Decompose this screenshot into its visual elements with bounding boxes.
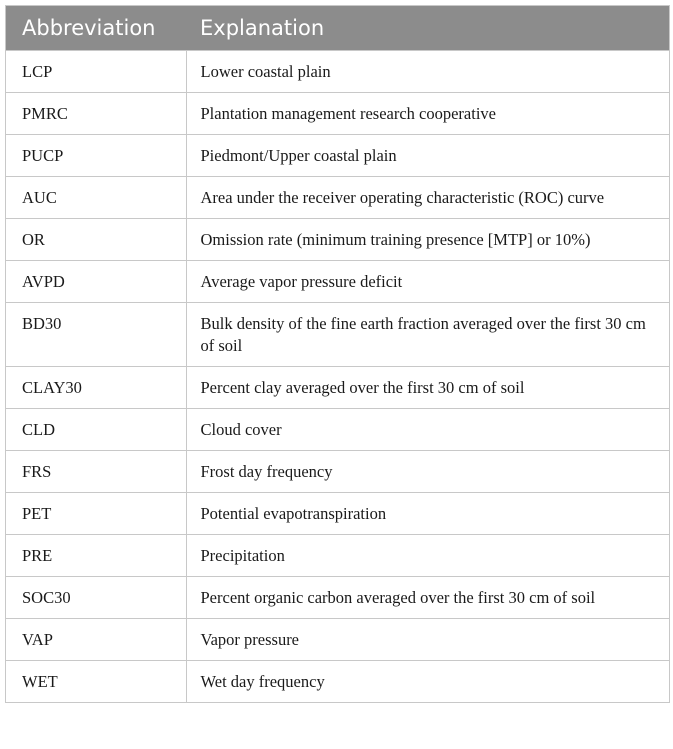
abbreviation-cell: WET xyxy=(6,661,186,703)
abbreviation-cell: CLAY30 xyxy=(6,367,186,409)
explanation-cell: Percent clay averaged over the first 30 cm of soil xyxy=(186,367,669,409)
abbreviation-cell: FRS xyxy=(6,451,186,493)
explanation-cell: Area under the receiver operating characteristic (ROC) curve xyxy=(186,177,669,219)
explanation-cell: Bulk density of the fine earth fraction averaged over the first 30 cm of soil xyxy=(186,303,669,367)
abbreviation-cell: CLD xyxy=(6,409,186,451)
table-row xyxy=(6,577,669,619)
header-explanation: Explanation xyxy=(186,6,669,51)
abbreviation-cell: PET xyxy=(6,493,186,535)
table-row xyxy=(6,619,669,661)
explanation-cell: Wet day frequency xyxy=(186,661,669,703)
table-row xyxy=(6,261,669,303)
abbreviation-cell: AVPD xyxy=(6,261,186,303)
table-row xyxy=(6,51,669,93)
explanation-cell: Precipitation xyxy=(186,535,669,577)
table-row xyxy=(6,535,669,577)
explanation-cell: Percent organic carbon averaged over the first 30 cm of soil xyxy=(186,577,669,619)
abbreviation-cell: SOC30 xyxy=(6,577,186,619)
explanation-cell: Lower coastal plain xyxy=(186,51,669,93)
abbreviation-cell: OR xyxy=(6,219,186,261)
table-row xyxy=(6,219,669,261)
explanation-cell: Cloud cover xyxy=(186,409,669,451)
table-header-row xyxy=(6,6,669,51)
table-row xyxy=(6,409,669,451)
table-row xyxy=(6,135,669,177)
explanation-cell: Piedmont/Upper coastal plain xyxy=(186,135,669,177)
table-row xyxy=(6,303,669,367)
abbreviation-cell: BD30 xyxy=(6,303,186,367)
abbreviation-cell: PRE xyxy=(6,535,186,577)
abbreviation-table-grid xyxy=(6,6,669,702)
table-row xyxy=(6,661,669,703)
header-abbreviation: Abbreviation xyxy=(6,6,186,51)
table-row xyxy=(6,367,669,409)
abbreviation-cell: PMRC xyxy=(6,93,186,135)
explanation-cell: Plantation management research cooperative xyxy=(186,93,669,135)
explanation-cell: Average vapor pressure deficit xyxy=(186,261,669,303)
explanation-cell: Omission rate (minimum training presence [MTP] or 10%) xyxy=(186,219,669,261)
explanation-cell: Potential evapotranspiration xyxy=(186,493,669,535)
abbreviation-cell: AUC xyxy=(6,177,186,219)
abbreviation-cell: PUCP xyxy=(6,135,186,177)
table-row xyxy=(6,451,669,493)
table-row xyxy=(6,93,669,135)
abbreviation-cell: VAP xyxy=(6,619,186,661)
table-row xyxy=(6,493,669,535)
abbreviation-cell: LCP xyxy=(6,51,186,93)
table-body xyxy=(6,51,669,703)
abbreviation-table xyxy=(5,5,670,703)
table-row xyxy=(6,177,669,219)
table-header xyxy=(6,6,669,51)
explanation-cell: Frost day frequency xyxy=(186,451,669,493)
explanation-cell: Vapor pressure xyxy=(186,619,669,661)
